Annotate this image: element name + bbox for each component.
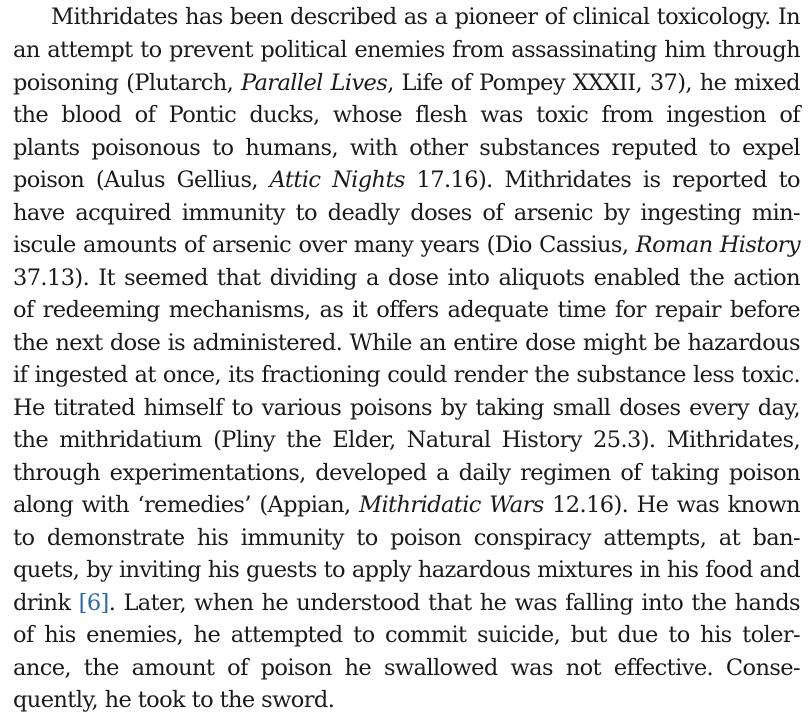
text-line: through experimentations, developed a daily regimen of taking poison — [13, 460, 800, 486]
text-line: poisoning (Plutarch, Parallel Lives, Life of Pompey XXXII, 37), he mixed — [13, 70, 800, 96]
text-line: iscule amounts of arsenic over many years (Dio Cassius, Roman History — [13, 232, 800, 258]
italic-title: Roman History — [635, 232, 800, 258]
text-line: to demonstrate his immunity to poison conspiracy attempts, at ban- — [13, 525, 800, 551]
text-line: Mithridates has been described as a pioneer of clinical toxicology. In — [51, 4, 800, 30]
text-line: drink [6]. Later, when he understood that he was falling into the hands — [13, 590, 800, 616]
text-line: of his enemies, he attempted to commit suicide, but due to his toler- — [13, 622, 800, 648]
italic-title: Mithridatic Wars — [359, 492, 544, 518]
text-line: quets, by inviting his guests to apply hazardous mixtures in his food and — [13, 557, 800, 583]
text-line: the mithridatium (Pliny the Elder, Natural History 25.3). Mithridates, — [13, 427, 800, 453]
text-line: quently, he took to the sword. — [13, 687, 335, 713]
text-line: if ingested at once, its fractioning could render the substance less toxic. — [13, 362, 800, 388]
italic-title: Parallel Lives — [240, 70, 388, 96]
text-line: He titrated himself to various poisons by taking small doses every day, — [13, 395, 800, 421]
text-line: plants poisonous to humans, with other substances reputed to expel — [13, 135, 800, 161]
text-line: have acquired immunity to deadly doses of arsenic by ingesting min- — [13, 200, 800, 226]
text-line: of redeeming mechanisms, as it offers adequate time for repair before — [13, 297, 800, 323]
text-line: along with ‘remedies’ (Appian, Mithridatic Wars 12.16). He was known — [13, 492, 800, 518]
text-line: the next dose is administered. While an entire dose might be hazardous — [13, 330, 800, 356]
text-line: an attempt to prevent political enemies from assassinating him through — [13, 37, 800, 63]
text-line: ance, the amount of poison he swallowed was not effective. Conse- — [13, 655, 800, 681]
citation-link[interactable]: [6] — [78, 590, 109, 616]
text-line: the blood of Pontic ducks, whose flesh was toxic from ingestion of — [13, 102, 800, 128]
italic-title: Attic Nights — [269, 167, 405, 193]
text-line: 37.13). It seemed that dividing a dose into aliquots enabled the action — [13, 265, 800, 291]
text-line: poison (Aulus Gellius, Attic Nights 17.16). Mithridates is reported to — [13, 167, 800, 193]
